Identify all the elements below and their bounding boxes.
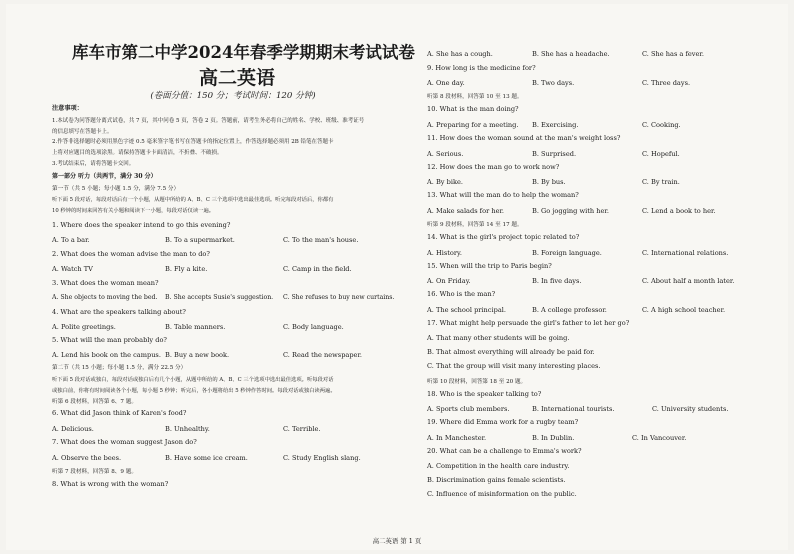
option-18b[interactable]: B. International tourists.: [532, 405, 615, 413]
exam-title: 库车市第二中学2024年春季学期期末考试试卷: [72, 43, 415, 62]
segment-instruction: 听第 9 段材料，回答第 14 至 17 题。: [427, 222, 523, 228]
question-5: 5. What will the man probably do?: [52, 336, 167, 344]
option-15a[interactable]: A. On Friday.: [427, 277, 471, 285]
option-5a[interactable]: A. Lend his book on the campus.: [52, 351, 161, 359]
option-17b[interactable]: B. That almost everything will already be paid for.: [427, 348, 595, 356]
question-6: 6. What did Jason think of Karen's food?: [52, 409, 187, 417]
segment-instruction: 听第 8 段材料，回答第 10 至 13 题。: [427, 94, 523, 100]
section-instructions: 10 秒钟的时间来回答有关小题和阅读下一小题，每段对话仅读一遍。: [52, 208, 215, 214]
section-heading: 第二节（共 15 小题；每小题 1.5 分，满分 22.5 分）: [52, 365, 187, 371]
segment-instruction: 听第 6 段材料，回答第 6、7 题。: [52, 399, 137, 405]
option-12c[interactable]: C. By train.: [642, 178, 680, 186]
option-5b[interactable]: B. Buy a new book.: [165, 351, 230, 359]
question-7: 7. What does the woman suggest Jason do?: [52, 438, 197, 446]
question-20: 20. What can be a challenge to Emma's work?: [427, 447, 582, 455]
notice-item: 2.作答非选择题时必须用黑色字迹 0.5 毫米签字笔书写在答题卡的指定位置上，作答选择题必须用 2B 铅笔在答题卡: [52, 139, 334, 145]
option-2b[interactable]: B. Fly a kite.: [165, 265, 208, 273]
question-11: 11. How does the woman sound at the man's weight loss?: [427, 134, 621, 142]
option-15b[interactable]: B. In five days.: [532, 277, 582, 285]
option-13c[interactable]: C. Lend a book to her.: [642, 207, 716, 215]
question-3: 3. What does the woman mean?: [52, 279, 159, 287]
option-1a[interactable]: A. To a bar.: [52, 236, 90, 244]
option-4b[interactable]: B. Table manners.: [165, 323, 226, 331]
option-7a[interactable]: A. Observe the bees.: [52, 454, 122, 462]
question-1: 1. Where does the speaker intend to go this evening?: [52, 221, 231, 229]
question-15: 15. When will the trip to Paris begin?: [427, 262, 552, 270]
option-2c[interactable]: C. Camp in the field.: [283, 265, 352, 273]
question-12: 12. How does the man go to work now?: [427, 163, 560, 171]
option-10c[interactable]: C. Cooking.: [642, 121, 681, 129]
question-13: 13. What will the man do to help the woman?: [427, 191, 579, 199]
option-20b[interactable]: B. Discrimination gains female scientists.: [427, 476, 566, 484]
option-5c[interactable]: C. Read the newspaper.: [283, 351, 362, 359]
option-7b[interactable]: B. Have some ice cream.: [165, 454, 248, 462]
option-17a[interactable]: A. That many other students will be going.: [427, 334, 570, 342]
option-15c[interactable]: C. About half a month later.: [642, 277, 735, 285]
option-1b[interactable]: B. To a supermarket.: [165, 236, 235, 244]
option-9b[interactable]: B. Two days.: [532, 79, 575, 87]
segment-instruction: 听第 10 段材料，回答第 18 至 20 题。: [427, 379, 527, 385]
section-instructions: 听下面 5 段对话，每段对话后有一个小题，从题中所给的 A、B、C 三个选项中选出最佳选项。听完每段对话后，你都有: [52, 197, 334, 203]
option-1c[interactable]: C. To the man's house.: [283, 236, 359, 244]
option-20c[interactable]: C. Influence of misinformation on the public.: [427, 490, 577, 498]
segment-instruction: 听第 7 段材料，回答第 8、9 题。: [52, 469, 137, 475]
question-17: 17. What might help persuade the girl's father to let her go?: [427, 319, 630, 327]
notice-item: 1.本试卷为问答题分离式试卷，共 7 页，其中问卷 5 页，答卷 2 页。答题前，请考生务必将自己的姓名、学校、班级、准考证号: [52, 118, 365, 124]
exam-meta: (卷面分值：150 分；考试时间：120 分钟): [150, 91, 316, 101]
question-8: 8. What is wrong with the woman?: [52, 480, 169, 488]
option-9c[interactable]: C. Three days.: [642, 79, 691, 87]
section-instructions: 听下面 5 段对话或独白，每段对话或独白后有几个小题，从题中所给的 A、B、C 三个选项中选出最佳选项。听每段对话: [52, 377, 334, 383]
question-2: 2. What does the woman advise the man to do?: [52, 250, 210, 258]
option-19a[interactable]: A. In Manchester.: [427, 434, 487, 442]
option-11a[interactable]: A. Serious.: [427, 150, 464, 158]
option-4a[interactable]: A. Polite greetings.: [52, 323, 116, 331]
question-19: 19. Where did Emma work for a rugby team?: [427, 418, 579, 426]
option-2a[interactable]: A. Watch TV: [52, 265, 93, 273]
option-6c[interactable]: C. Terrible.: [283, 425, 321, 433]
option-19c[interactable]: C. In Vancouver.: [632, 434, 687, 442]
option-17c[interactable]: C. That the group will visit many interesting places.: [427, 362, 601, 370]
option-13b[interactable]: B. Go jogging with her.: [532, 207, 609, 215]
notice-item: 上将对应题目的选项涂黑。请保持答题卡卡面清洁，不折叠、不破损。: [52, 150, 223, 156]
section-heading: 第一节（共 5 小题；每小题 1.5 分，满分 7.5 分）: [52, 186, 180, 192]
option-18c[interactable]: C. University students.: [652, 405, 729, 413]
notice-heading: 注意事项：: [52, 105, 83, 112]
section-instructions: 或独白前，你将有时间阅读各个小题，每小题 5 秒钟；听完后，各小题将给出 5 秒钟作答时间。每段对话或独白读两遍。: [52, 388, 336, 394]
option-8a[interactable]: A. She has a cough.: [427, 50, 493, 58]
option-3c[interactable]: C. She refuses to buy new curtains.: [283, 294, 395, 301]
option-19b[interactable]: B. In Dublin.: [532, 434, 575, 442]
option-16c[interactable]: C. A high school teacher.: [642, 306, 726, 314]
page-footer: 高二英语 第 1 页: [372, 537, 422, 545]
notice-item: 的信息填写在答题卡上。: [52, 129, 113, 135]
option-12b[interactable]: B. By bus.: [532, 178, 566, 186]
option-11c[interactable]: C. Hopeful.: [642, 150, 680, 158]
question-16: 16. Who is the man?: [427, 290, 496, 298]
option-13a[interactable]: A. Make salads for her.: [427, 207, 505, 215]
option-4c[interactable]: C. Body language.: [283, 323, 344, 331]
option-10a[interactable]: A. Preparing for a meeting.: [427, 121, 519, 129]
option-8b[interactable]: B. She has a headache.: [532, 50, 610, 58]
question-10: 10. What is the man doing?: [427, 105, 519, 113]
question-18: 18. Who is the speaker talking to?: [427, 390, 542, 398]
option-6a[interactable]: A. Delicious.: [52, 425, 94, 433]
question-9: 9. How long is the medicine for?: [427, 64, 536, 72]
option-3b[interactable]: B. She accepts Susie's suggestion.: [165, 294, 274, 301]
option-18a[interactable]: A. Sports club members.: [427, 405, 510, 413]
part-heading: 第一部分 听力（共两节，满分 30 分）: [52, 173, 157, 180]
question-4: 4. What are the speakers talking about?: [52, 308, 186, 316]
option-7c[interactable]: C. Study English slang.: [283, 454, 361, 462]
exam-subtitle: 高二英语: [198, 67, 275, 89]
option-14c[interactable]: C. International relations.: [642, 249, 729, 257]
option-11b[interactable]: B. Surprised.: [532, 150, 577, 158]
option-20a[interactable]: A. Competition in the health care industry.: [427, 462, 570, 470]
option-14a[interactable]: A. History.: [427, 249, 462, 257]
question-14: 14. What is the girl's project topic related to?: [427, 233, 580, 241]
option-8c[interactable]: C. She has a fever.: [642, 50, 704, 58]
option-9a[interactable]: A. One day.: [427, 79, 465, 87]
option-6b[interactable]: B. Unhealthy.: [165, 425, 210, 433]
notice-item: 3.考试结束后，请将答题卡交回。: [52, 161, 135, 167]
option-3a[interactable]: A. She objects to moving the bed.: [52, 294, 158, 301]
option-16b[interactable]: B. A college professor.: [532, 306, 607, 314]
option-14b[interactable]: B. Foreign language.: [532, 249, 602, 257]
option-12a[interactable]: A. By bike.: [427, 178, 463, 186]
option-16a[interactable]: A. The school principal.: [427, 306, 506, 314]
option-10b[interactable]: B. Exercising.: [532, 121, 579, 129]
